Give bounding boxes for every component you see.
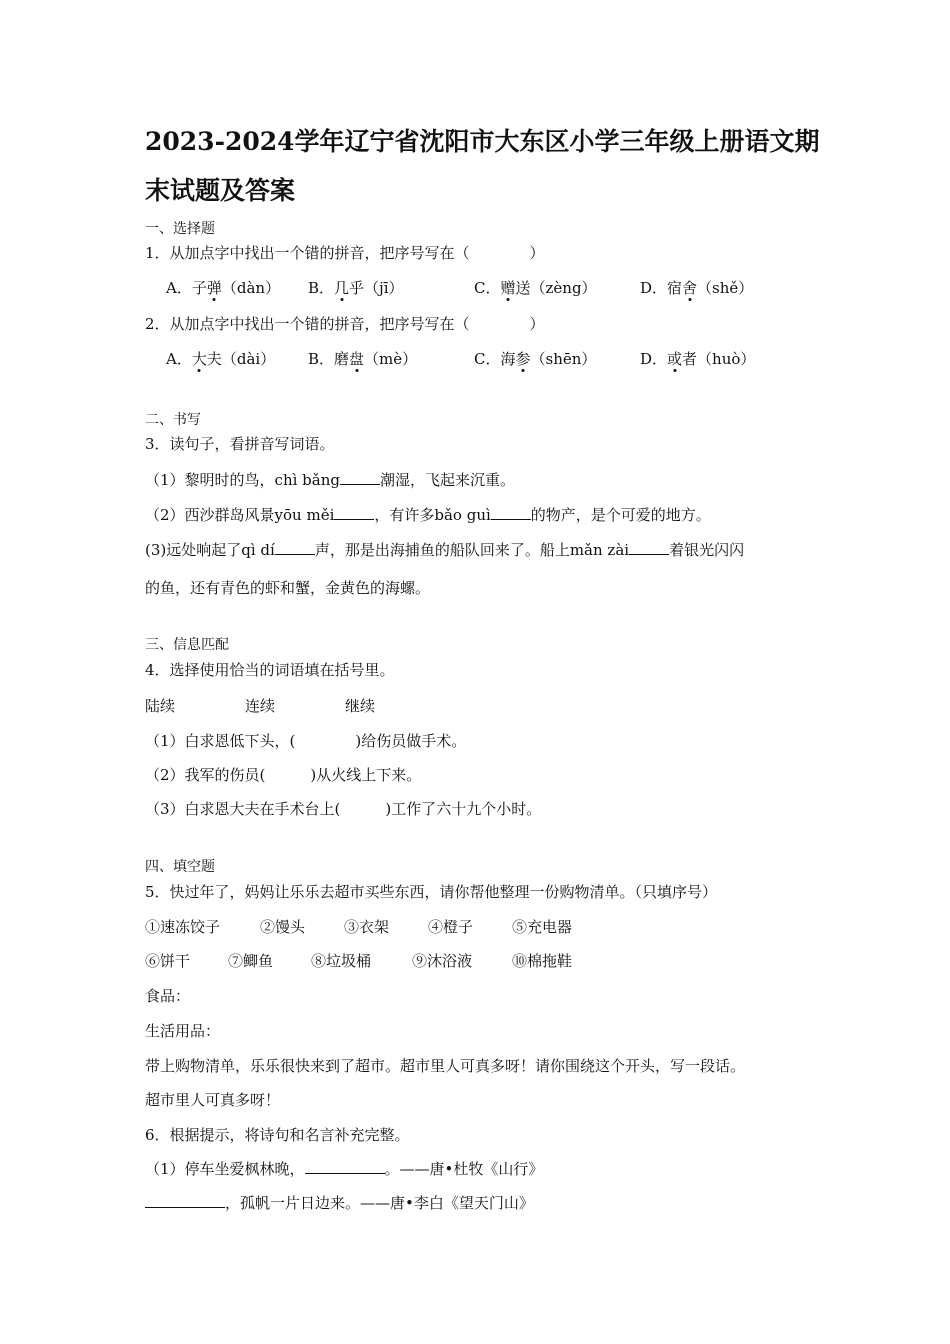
q5-item-4: ④橙子 (428, 918, 474, 936)
q4-sentence-3: （3）白求恩大夫在手术台上( )工作了六十九个小时。 (145, 800, 542, 818)
q1-option-a-char: 子 (191, 279, 207, 297)
q5-item-7: ⑦鲫鱼 (228, 952, 274, 970)
q1-option-c (474, 278, 597, 298)
q2-option-b-dotted-char: 盘 (349, 350, 365, 368)
q1-option-a-dotted-char: 弹 (206, 279, 222, 297)
question-6-stem: 6．根据提示，将诗句和名言补充完整。 (145, 1126, 410, 1144)
q5-item-3: ③衣架 (344, 918, 390, 936)
q2-option-a-rest: 夫（dài） (206, 350, 276, 368)
q2-option-a-dotted-char: 大 (191, 350, 207, 368)
q3-s2-blank-1[interactable] (334, 505, 374, 520)
q3-s3-text-b: 声，那是出海捕鱼的船队回来了。船上mǎn zài (314, 541, 630, 559)
q2-option-a (166, 349, 275, 369)
q2-option-d-label: D． (640, 350, 668, 368)
q2-option-a-label: A． (166, 350, 192, 368)
q6-l1-text-a: （1）停车坐爱枫林晚， (145, 1160, 305, 1178)
q5-item-5: ⑤充电器 (512, 918, 573, 936)
q1-option-b-dotted-char: 几 (334, 279, 350, 297)
q6-l2-blank[interactable] (145, 1193, 225, 1208)
q3-s3-text-c: 着银光闪闪 (669, 541, 745, 559)
q1-option-c-label: C． (474, 279, 501, 297)
q6-line-2 (145, 1193, 534, 1213)
q1-option-c-dotted-char: 赠 (500, 279, 516, 297)
q1-option-d-label: D．宿 (640, 279, 683, 297)
q1-option-a-pinyin: （dàn） (221, 279, 281, 297)
q2-option-b (308, 349, 417, 369)
q1-option-b (308, 278, 404, 298)
q1-option-b-rest: 乎（jī） (349, 279, 404, 297)
q3-s3-blank-2[interactable] (629, 540, 669, 555)
q5-item-2: ②馒头 (260, 918, 306, 936)
q2-option-c-dotted-char: 参 (515, 350, 531, 368)
q1-option-a (166, 278, 280, 298)
section-heading-fill: 四、填空题 (145, 859, 215, 875)
q3-s2-text-a: （2）西沙群岛风景yōu měi (145, 506, 335, 524)
section-heading-writing: 二、书写 (145, 412, 201, 428)
q6-l1-text-b: 。——唐•杜牧《山行》 (384, 1160, 544, 1178)
q2-option-c-label: C．海 (474, 350, 516, 368)
q2-option-b-pinyin: （mè） (364, 350, 418, 368)
q2-option-c (474, 349, 596, 369)
q2-option-d-rest: 者（huò） (682, 350, 756, 368)
q2-option-d (640, 349, 755, 369)
q1-option-a-label: A． (166, 279, 192, 297)
q6-line-1 (145, 1159, 543, 1179)
q3-sentence-3 (145, 540, 744, 560)
q6-l2-text-b: ，孤帆一片日边来。——唐•李白《望天门山》 (225, 1194, 534, 1212)
section-heading-choice: 一、选择题 (145, 221, 215, 237)
q5-item-8: ⑧垃圾桶 (311, 952, 372, 970)
q5-writing-prompt: 带上购物清单，乐乐很快来到了超市。超市里人可真多呀！请你围绕这个开头，写一段话。 (145, 1057, 746, 1075)
q5-item-9: ⑨沐浴液 (412, 952, 473, 970)
q3-s1-text-b: 潮湿，飞起来沉重。 (379, 471, 515, 489)
document-title-line1: 2023-2024学年辽宁省沈阳市大东区小学三年级上册语文期 (145, 127, 820, 156)
q5-writing-start: 超市里人可真多呀！ (145, 1091, 281, 1109)
q2-option-b-label: B．磨 (308, 350, 350, 368)
question-5-stem: 5．快过年了，妈妈让乐乐去超市买些东西，请你帮他整理一份购物清单。（只填序号） (145, 883, 718, 901)
q4-word-1: 陆续 (145, 697, 176, 715)
q3-s2-text-c: 的物产，是个可爱的地方。 (530, 506, 711, 524)
q3-s3-text-a: (3)远处响起了qì dí (145, 541, 275, 559)
q3-s3-blank-1[interactable] (275, 540, 315, 555)
q3-sentence-1 (145, 470, 515, 490)
q4-word-3: 继续 (345, 697, 376, 715)
q2-option-c-pinyin: （shēn） (530, 350, 597, 368)
section-heading-matching: 三、信息匹配 (145, 637, 229, 653)
q3-s1-text-a: （1）黎明时的鸟，chì bǎng (145, 471, 340, 489)
q1-option-b-label: B． (308, 279, 335, 297)
q2-option-d-dotted-char: 或 (667, 350, 683, 368)
q3-sentence-2 (145, 505, 711, 525)
q3-s1-blank[interactable] (340, 470, 380, 485)
q6-l1-blank[interactable] (305, 1159, 385, 1174)
q4-sentence-1: （1）白求恩低下头，( )给伤员做手术。 (145, 732, 467, 750)
q4-sentence-2: （2）我军的伤员( )从火线上下来。 (145, 766, 422, 784)
question-4-stem: 4．选择使用恰当的词语填在括号里。 (145, 661, 395, 679)
q5-item-1: ①速冻饺子 (145, 918, 221, 936)
document-title-line2: 末试题及答案 (145, 176, 296, 205)
q1-option-d-pinyin: （shě） (697, 279, 754, 297)
q5-item-10: ⑩棉拖鞋 (512, 952, 573, 970)
question-2-stem: 2．从加点字中找出一个错的拼音，把序号写在（ ） (145, 315, 545, 333)
q1-option-d (640, 278, 753, 298)
question-3-stem: 3．读句子，看拼音写词语。 (145, 435, 335, 453)
q1-option-d-dotted-char: 舍 (682, 279, 698, 297)
q5-food-label: 食品： (145, 987, 191, 1005)
q3-s2-blank-2[interactable] (491, 505, 531, 520)
question-1-stem: 1．从加点字中找出一个错的拼音，把序号写在（ ） (145, 244, 545, 262)
q4-word-2: 连续 (245, 697, 276, 715)
q3-sentence-3-cont: 的鱼，还有青色的虾和蟹，金黄色的海螺。 (145, 579, 431, 597)
q1-option-c-rest: 送（zèng） (515, 279, 597, 297)
q5-item-6: ⑥饼干 (145, 952, 191, 970)
q5-daily-label: 生活用品： (145, 1022, 221, 1040)
q3-s2-text-b: ，有许多bǎo guì (374, 506, 491, 524)
